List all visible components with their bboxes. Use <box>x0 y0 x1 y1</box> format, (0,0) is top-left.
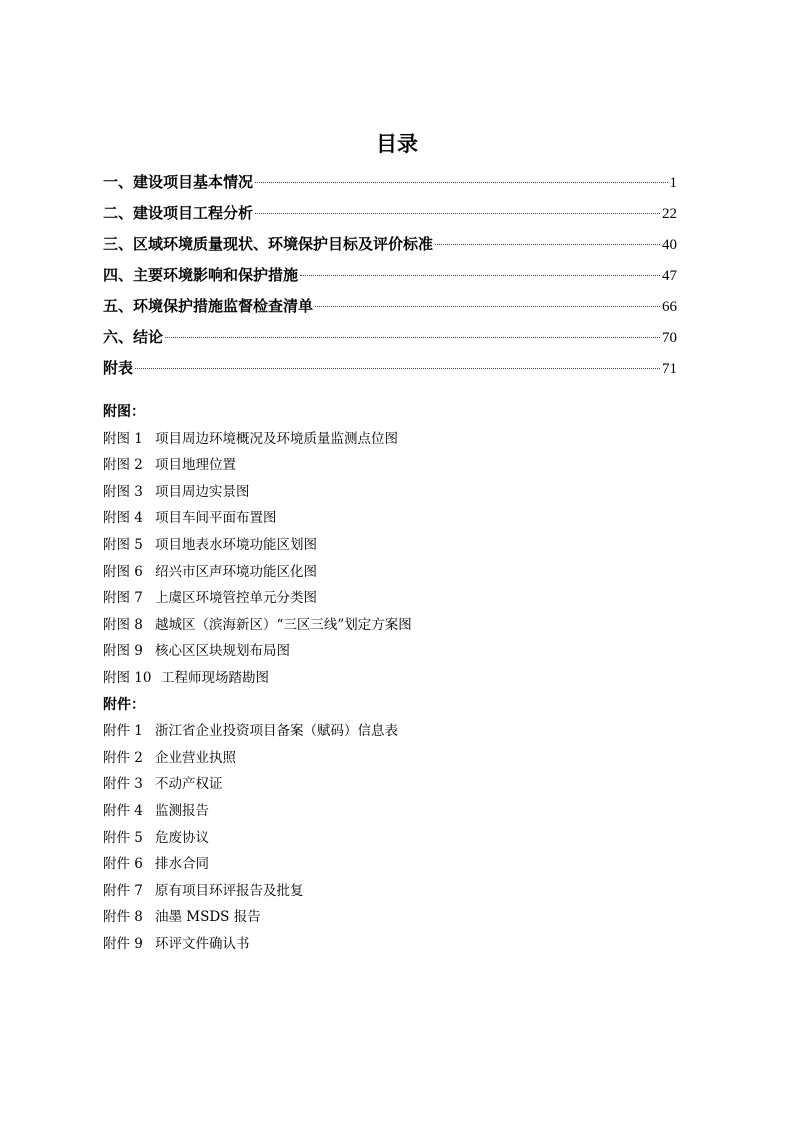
attachment-item <box>103 851 677 878</box>
toc-leader-dots <box>165 337 660 338</box>
attachment-number: 附件 3 <box>103 776 143 793</box>
attachment-title: 油墨 MSDS 报告 <box>155 909 261 926</box>
figure-item <box>103 426 677 453</box>
toc-entry-page: 40 <box>662 237 677 253</box>
attachment-title: 浙江省企业投资项目备案（赋码）信息表 <box>155 723 398 740</box>
attachment-number: 附件 4 <box>103 802 143 819</box>
figure-number: 附图 8 <box>103 616 143 633</box>
toc-entry-label: 三、区域环境质量现状、环境保护目标及评价标准 <box>103 235 434 253</box>
figure-item <box>103 585 677 612</box>
toc-entry-page: 71 <box>662 361 677 377</box>
attachment-item <box>103 878 677 905</box>
toc-entry-label: 一、建设项目基本情况 <box>103 173 254 191</box>
figure-item <box>103 452 677 479</box>
figure-item <box>103 612 677 639</box>
figure-item <box>103 559 677 586</box>
toc-entry-page: 22 <box>662 206 677 222</box>
toc-entry[interactable] <box>103 232 677 263</box>
attachment-item <box>103 931 677 958</box>
figure-item <box>103 665 677 692</box>
toc-entry-page: 1 <box>669 175 677 191</box>
figure-item <box>103 479 677 506</box>
figure-item <box>103 532 677 559</box>
figure-item <box>103 505 677 532</box>
attachment-item <box>103 798 677 825</box>
figure-number: 附图 3 <box>103 483 143 500</box>
attachment-title: 企业营业执照 <box>155 749 236 766</box>
attachment-title: 危废协议 <box>155 829 209 846</box>
toc-leader-dots <box>135 368 660 369</box>
toc-entry-page: 70 <box>662 330 677 346</box>
attachment-number: 附件 7 <box>103 882 143 899</box>
toc-leader-dots <box>255 213 660 214</box>
figure-title: 越城区（滨海新区）“三区三线”划定方案图 <box>155 616 412 633</box>
figure-number: 附图 6 <box>103 563 143 580</box>
attachment-number: 附件 8 <box>103 909 143 926</box>
figure-title: 项目地理位置 <box>155 457 236 474</box>
toc-leader-dots <box>255 182 667 183</box>
toc-entry[interactable] <box>103 356 677 387</box>
figure-title: 项目周边实景图 <box>155 483 250 500</box>
attachment-item <box>103 771 677 798</box>
figure-title: 项目车间平面布置图 <box>155 510 277 527</box>
toc-entry-label: 五、环境保护措施监督检查清单 <box>103 297 314 315</box>
toc-entry[interactable] <box>103 325 677 356</box>
figure-title: 上虞区环境管控单元分类图 <box>155 590 317 607</box>
figure-number: 附图 1 <box>103 430 143 447</box>
figure-number: 附图 4 <box>103 510 143 527</box>
toc-entry-page: 66 <box>662 299 677 315</box>
page-title: 目录 <box>376 132 418 156</box>
figures-section <box>103 399 677 957</box>
attachment-item <box>103 904 677 931</box>
attachments-heading: 附件： <box>103 696 145 713</box>
toc-leader-dots <box>300 275 660 276</box>
toc-leader-dots <box>435 244 660 245</box>
attachment-number: 附件 5 <box>103 829 143 846</box>
figure-item <box>103 638 677 665</box>
attachment-title: 监测报告 <box>155 802 209 819</box>
toc-entry-label: 二、建设项目工程分析 <box>103 204 254 222</box>
figure-number: 附图 9 <box>103 643 143 660</box>
table-of-contents <box>103 170 677 387</box>
attachment-number: 附件 2 <box>103 749 143 766</box>
figure-title: 核心区区块规划布局图 <box>155 643 290 660</box>
toc-entry[interactable] <box>103 263 677 294</box>
attachment-item <box>103 745 677 772</box>
toc-entry-label: 四、主要环境影响和保护措施 <box>103 266 299 284</box>
attachment-title: 原有项目环评报告及批复 <box>155 882 304 899</box>
toc-entry[interactable] <box>103 201 677 232</box>
toc-entry-label: 六、结论 <box>103 328 164 346</box>
toc-entry-page: 47 <box>662 268 677 284</box>
toc-entry-label: 附表 <box>103 359 134 377</box>
figure-number: 附图 2 <box>103 457 143 474</box>
attachment-title: 不动产权证 <box>155 776 223 793</box>
attachment-item <box>103 718 677 745</box>
figure-number: 附图 10 <box>103 669 152 686</box>
toc-entry[interactable] <box>103 170 677 201</box>
figure-title: 工程师现场踏勘图 <box>161 669 269 686</box>
attachment-number: 附件 6 <box>103 856 143 873</box>
attachment-title: 环评文件确认书 <box>155 935 250 952</box>
toc-entry[interactable] <box>103 294 677 325</box>
attachment-number: 附件 1 <box>103 723 143 740</box>
figure-title: 项目地表水环境功能区划图 <box>155 536 317 553</box>
figure-number: 附图 5 <box>103 536 143 553</box>
toc-leader-dots <box>315 306 660 307</box>
attachment-item <box>103 825 677 852</box>
figure-title: 绍兴市区声环境功能区化图 <box>155 563 317 580</box>
attachment-number: 附件 9 <box>103 935 143 952</box>
attachment-title: 排水合同 <box>155 856 209 873</box>
figure-number: 附图 7 <box>103 590 143 607</box>
figure-title: 项目周边环境概况及环境质量监测点位图 <box>155 430 398 447</box>
figures-heading: 附图： <box>103 404 145 420</box>
